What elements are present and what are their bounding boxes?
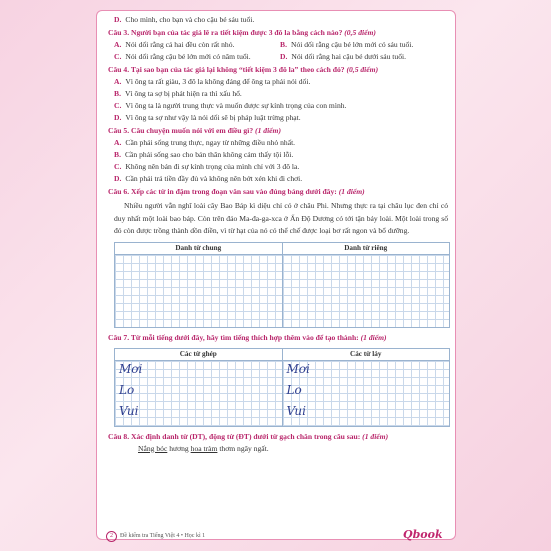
publisher-logo: Qbook: [403, 528, 443, 541]
footer-title: Đề kiểm tra Tiếng Việt 4 • Học kì 1: [120, 533, 206, 539]
q4-option-b: B. Vì ông ta sợ bị phát hiện ra thì xấu hổ.: [114, 89, 242, 98]
q4-option-a: A. Vì ông ta rất giàu, 3 đô la không đáng để ông ta phải nói dối.: [114, 77, 311, 86]
reduplicative-word-answer-area[interactable]: [283, 361, 450, 426]
proper-noun-answer-area[interactable]: [283, 255, 450, 327]
reduplicative-word-column: [282, 349, 450, 426]
q5-option-c: C. Không nên bán đi sự kính trọng của mình chỉ với 3 đô la.: [114, 162, 300, 171]
q4-option-d: D. Vì ông ta sợ như vậy là nói dối sẽ bị pháp luật trừng phạt.: [114, 113, 301, 122]
q5-option-a: A. Cần phải sống trung thực, ngay từ những điều nhỏ nhất.: [114, 138, 296, 147]
proper-noun-column: [282, 243, 450, 327]
question-5-title: Câu 5. Câu chuyện muốn nói với em điều gì? (1 điểm): [108, 126, 281, 135]
q3-option-d: D. Nói dối rằng hai cậu bé dưới sáu tuổi.: [280, 52, 407, 61]
reduplicative-word-header: Các từ láy: [283, 349, 450, 361]
word-formation-table: [114, 348, 450, 427]
noun-classification-table: [114, 242, 450, 328]
prompt-word-1: Mơi: [119, 361, 143, 376]
compound-word-column: [115, 349, 282, 426]
common-noun-answer-area[interactable]: [115, 255, 282, 327]
q3-option-c: C. Nói dối rằng cậu bé lớn mới có năm tuổi.: [114, 52, 251, 61]
page-number: 2: [106, 531, 117, 542]
q3-option-b: B. Nói dối rằng cậu bé lớn mới có sáu tuổi.: [280, 40, 414, 49]
question-4-title: Câu 4. Tại sao bạn của tác giả lại không “tiết kiệm 3 đô la” theo cách đó? (0,5 điểm): [108, 65, 379, 74]
prompt-word-1-copy: Mơi: [286, 361, 310, 376]
prompt-word-3-copy: Vui: [286, 403, 306, 418]
question-6-title: Câu 6. Xếp các từ in đậm trong đoạn văn sau vào đúng bảng dưới đây: (1 điểm): [108, 187, 365, 196]
common-noun-header: Danh từ chung: [115, 243, 282, 255]
compound-word-answer-area[interactable]: [115, 361, 282, 426]
question-8-sentence: Nắng bóc hương hoa tràm thơm ngây ngất.: [138, 443, 269, 453]
prompt-word-3: Vui: [119, 403, 139, 418]
common-noun-column: [115, 243, 282, 327]
q4-option-c: C. Vì ông ta là người trung thực và muốn được sự kính trọng của con mình.: [114, 101, 347, 110]
underlined-word-1: Nắng bóc: [138, 443, 168, 453]
question-6-passage: Nhiều người vẫn nghĩ loài cây Bao Báp kì diệu chỉ có ở châu Phi. Nhưng thực ra tại châu lục đen chỉ có duy nhất một loài bao báp. Còn trên đảo Ma-đa-ga-xca ở Ấn Độ Dương có tới tận bảy loài. Một loài trong số đó còn được trồng thành dồn điền, vì từ hạt của nó có thể chế được loại bơ rất ngon và bổ dưỡng.: [114, 201, 448, 235]
underlined-word-2: hoa tràm: [190, 443, 218, 453]
question-7-title: Câu 7. Từ mỗi tiếng dưới đây, hãy tìm tiếng thích hợp thêm vào để tạo thành: (1 điểm): [108, 332, 387, 342]
q5-option-d: D. Cần phải trả tiền đầy đủ và không nên bớt xén khi đi chơi.: [114, 174, 303, 183]
q5-option-b: B. Cần phải sống sao cho bản thân không cảm thấy tội lỗi.: [114, 150, 294, 159]
worksheet-content: [108, 14, 452, 455]
question-3-title: Câu 3. Người bạn của tác giả lê ra tiết kiệm được 3 đô la bằng cách nào? (0,5 điểm): [108, 28, 376, 37]
question-8-title: Câu 8. Xác định danh từ (DT), động từ (ĐT) dưới từ gạch chân trong câu sau: (1 điểm): [108, 431, 389, 441]
prompt-word-2: Lo: [119, 382, 135, 397]
prompt-word-2-copy: Lo: [286, 382, 302, 397]
compound-word-header: Các từ ghép: [115, 349, 282, 361]
q-prev-option-d: D. Cho mình, cho bạn và cho cậu bé sáu tuổi.: [114, 15, 255, 24]
q3-option-a: A. Nói dối rằng cả hai đều còn rất nhỏ.: [114, 40, 235, 49]
proper-noun-header: Danh từ riêng: [283, 243, 450, 255]
footer: [106, 531, 205, 542]
